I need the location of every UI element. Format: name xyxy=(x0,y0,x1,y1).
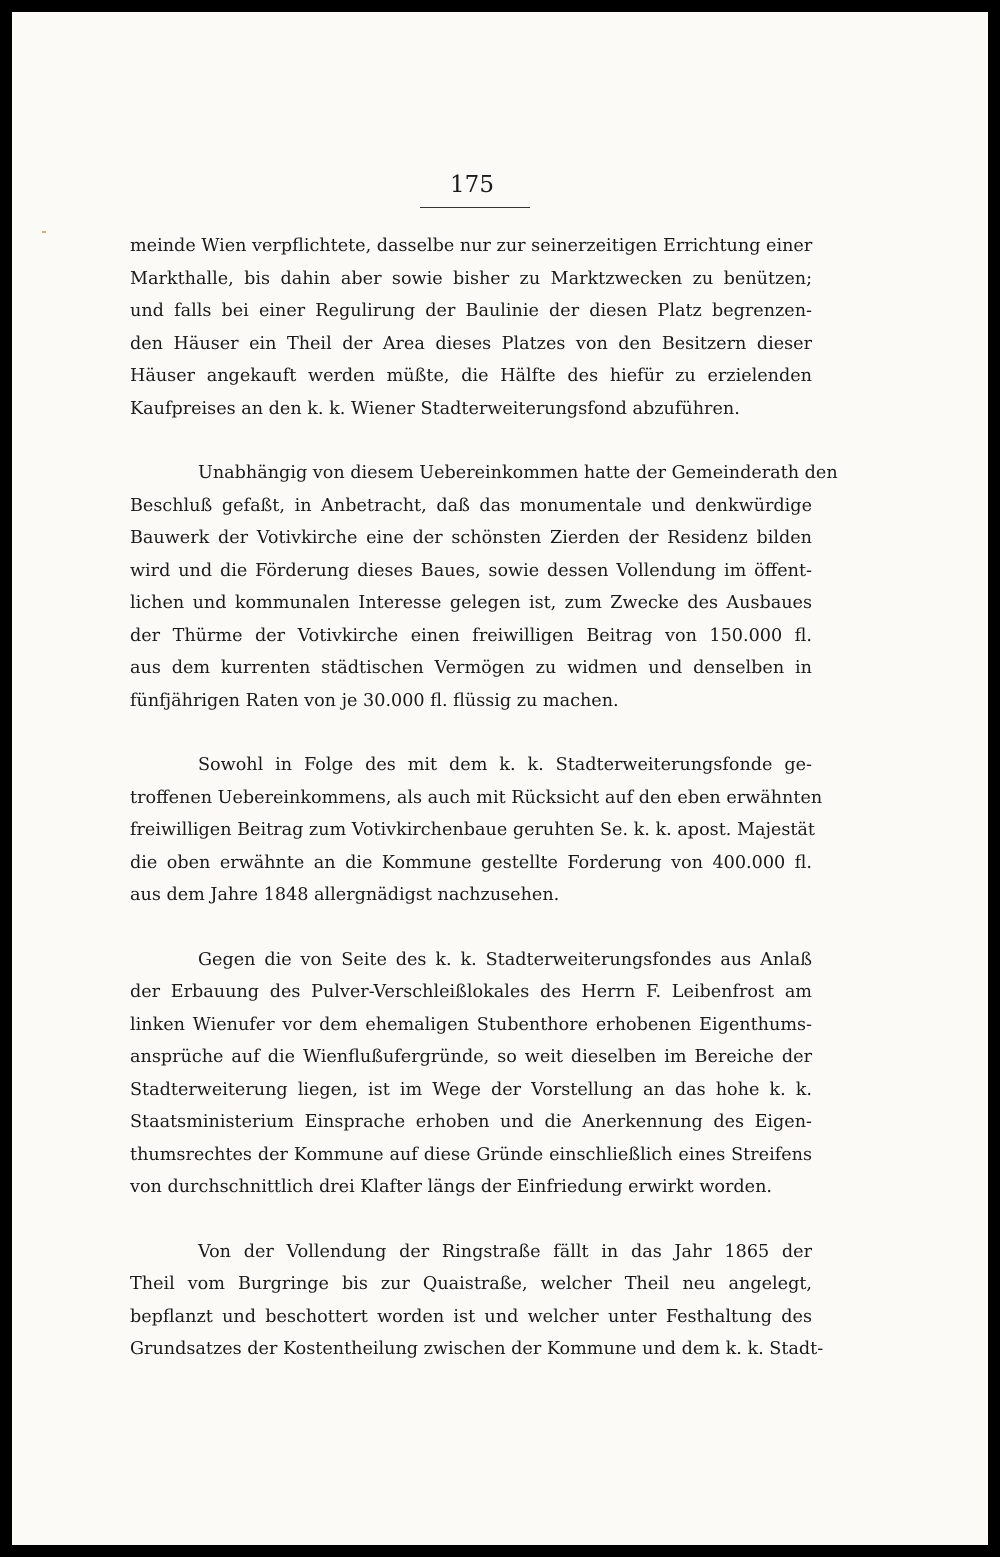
paragraph-3 xyxy=(130,749,823,912)
paragraph-2 xyxy=(130,457,838,717)
text-line: bepflanzt und beschottert worden ist und welcher unter Festhaltung des xyxy=(130,1306,812,1327)
page-number: 175 xyxy=(450,172,494,198)
text-line: Bauwerk der Votivkirche eine der schönsten Zierden der Residenz bilden xyxy=(130,528,812,548)
text-line: fünfjährigen Raten von je 30.000 fl. flüssig zu machen. xyxy=(130,690,619,711)
text-line: freiwilligen Beitrag zum Votivkirchenbaue geruhten Se. k. k. apost. Majestät xyxy=(130,820,815,840)
text-line: von durchschnittlich drei Klafter längs der Einfriedung erwirkt worden. xyxy=(130,1177,773,1197)
page-number-rule xyxy=(420,207,530,208)
text-line: Kaufpreises an den k. k. Wiener Stadterweiterungsfond abzuführen. xyxy=(130,398,740,419)
text-line: Grundsatzes der Kostentheilung zwischen der Kommune und dem k. k. Stadt- xyxy=(130,1339,824,1359)
text-line: Stadterweiterung liegen, ist im Wege der Vorstellung an das hohe k. k. xyxy=(130,1079,812,1100)
body-text xyxy=(130,230,838,1398)
text-line: den Häuser ein Theil der Area dieses Platzes von den Besitzern dieser xyxy=(130,333,812,354)
paragraph-4 xyxy=(130,944,812,1204)
text-line: ansprüche auf die Wienflußufergründe, so weit dieselben im Bereiche der xyxy=(130,1047,812,1067)
text-line: der Erbauung des Pulver-Verschleißlokales des Herrn F. Leibenfrost am xyxy=(130,982,812,1002)
paper-speck xyxy=(42,231,46,233)
text-line: Unabhängig von diesem Uebereinkommen hatte der Gemeinderath den xyxy=(198,463,838,483)
text-line: aus dem kurrenten städtischen Vermögen zu widmen und denselben in xyxy=(130,658,812,678)
page xyxy=(12,12,988,1545)
text-line: Staatsministerium Einsprache erhoben und die Anerkennung des Eigen- xyxy=(130,1112,812,1132)
text-line: die oben erwähnte an die Kommune gestellte Forderung von 400.000 fl. xyxy=(130,852,812,873)
text-line: meinde Wien verpflichtete, dasselbe nur zur seinerzeitigen Errichtung einer xyxy=(130,236,813,256)
text-line: lichen und kommunalen Interesse gelegen ist, zum Zwecke des Ausbaues xyxy=(130,593,812,613)
paragraph-5 xyxy=(130,1236,824,1366)
text-line: Von der Vollendung der Ringstraße fällt in das Jahr 1865 der xyxy=(198,1241,812,1262)
text-line: der Thürme der Votivkirche einen freiwilligen Beitrag von 150.000 fl. xyxy=(130,625,812,646)
paragraph-1 xyxy=(130,230,812,425)
text-line: Markthalle, bis dahin aber sowie bisher zu Marktzwecken zu benützen; xyxy=(130,268,812,289)
text-line: und falls bei einer Regulirung der Baulinie der diesen Platz begrenzen- xyxy=(130,301,812,321)
text-line: thumsrechtes der Kommune auf diese Gründe einschließlich eines Streifens xyxy=(130,1144,812,1165)
text-line: wird und die Förderung dieses Baues, sowie dessen Vollendung im öffent- xyxy=(130,560,812,581)
text-line: linken Wienufer vor dem ehemaligen Stubenthore erhobenen Eigenthums- xyxy=(130,1014,812,1035)
text-line: troffenen Uebereinkommens, als auch mit Rücksicht auf den eben erwähnten xyxy=(130,787,823,808)
text-line: Beschluß gefaßt, in Anbetracht, daß das monumentale und denkwürdige xyxy=(130,495,812,516)
text-line: Gegen die von Seite des k. k. Stadterweiterungsfondes aus Anlaß xyxy=(198,949,812,970)
text-line: Sowohl in Folge des mit dem k. k. Stadterweiterungsfonde ge- xyxy=(198,755,812,775)
text-line: Häuser angekauft werden müßte, die Hälfte des hiefür zu erzielenden xyxy=(130,366,812,386)
text-line: Theil vom Burgringe bis zur Quaistraße, welcher Theil neu angelegt, xyxy=(130,1274,812,1294)
text-line: aus dem Jahre 1848 allergnädigst nachzusehen. xyxy=(130,885,560,905)
